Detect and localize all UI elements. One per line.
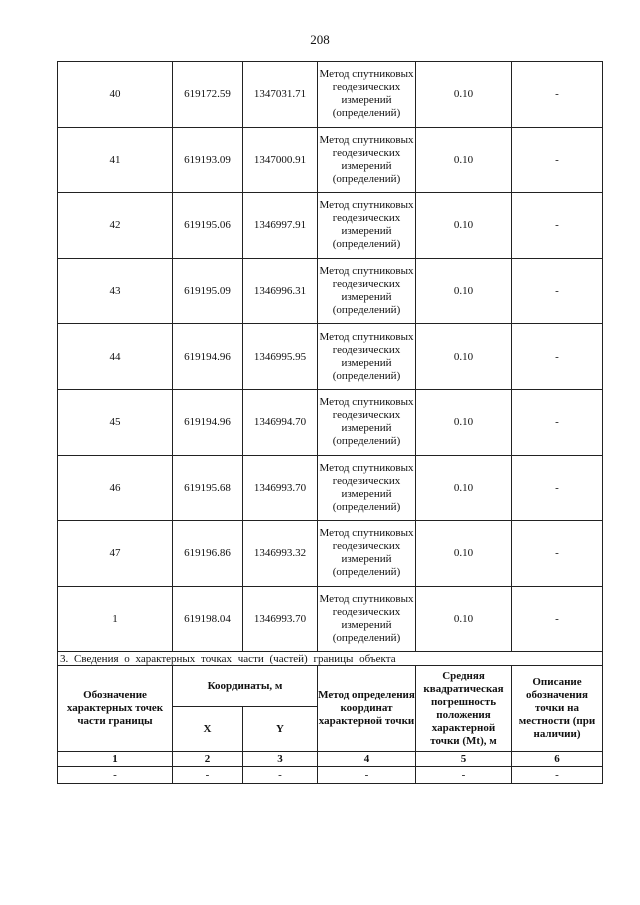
description-cell: - — [512, 586, 603, 652]
table-row — [58, 389, 603, 455]
accuracy-cell: 0.10 — [416, 324, 512, 390]
y-coordinate-cell: 1347031.71 — [243, 62, 318, 128]
point-id-cell: 47 — [58, 521, 173, 587]
method-cell: Метод спутниковых геодезических измерений (определений) — [318, 389, 416, 455]
y-coordinate-cell: 1347000.91 — [243, 127, 318, 193]
coordinates-table — [57, 61, 603, 784]
point-id-cell: 41 — [58, 127, 173, 193]
description-cell: - — [512, 455, 603, 521]
y-coordinate-cell: 1346993.70 — [243, 586, 318, 652]
empty-cell: - — [173, 767, 243, 784]
y-coordinate-cell: 1346997.91 — [243, 193, 318, 259]
x-coordinate-cell: 619194.96 — [173, 389, 243, 455]
description-cell: - — [512, 193, 603, 259]
header-x: X — [173, 707, 243, 752]
header-accuracy: Средняя квадратическая погрешность положения характерной точки (Mt), м — [416, 666, 512, 752]
x-coordinate-cell: 619193.09 — [173, 127, 243, 193]
section3-title-row — [58, 652, 603, 666]
accuracy-cell: 0.10 — [416, 586, 512, 652]
table-row — [58, 324, 603, 390]
accuracy-cell: 0.10 — [416, 455, 512, 521]
y-coordinate-cell: 1346994.70 — [243, 389, 318, 455]
method-cell: Метод спутниковых геодезических измерений (определений) — [318, 193, 416, 259]
header-coordinates: Координаты, м — [173, 666, 318, 707]
y-coordinate-cell: 1346993.32 — [243, 521, 318, 587]
x-coordinate-cell: 619195.06 — [173, 193, 243, 259]
header-designation: Обозначение характерных точек части границы — [58, 666, 173, 752]
method-cell: Метод спутниковых геодезических измерений (определений) — [318, 324, 416, 390]
column-number-row — [58, 752, 603, 767]
point-id-cell: 1 — [58, 586, 173, 652]
description-cell: - — [512, 127, 603, 193]
description-cell: - — [512, 389, 603, 455]
table-row — [58, 586, 603, 652]
header-description: Описание обозначения точки на местности (при наличии) — [512, 666, 603, 752]
header-y: Y — [243, 707, 318, 752]
column-number: 2 — [173, 752, 243, 767]
empty-cell: - — [243, 767, 318, 784]
empty-cell: - — [318, 767, 416, 784]
method-cell: Метод спутниковых геодезических измерений (определений) — [318, 586, 416, 652]
header-method: Метод определения координат характерной точки — [318, 666, 416, 752]
table-row — [58, 127, 603, 193]
x-coordinate-cell: 619172.59 — [173, 62, 243, 128]
empty-cell: - — [58, 767, 173, 784]
accuracy-cell: 0.10 — [416, 62, 512, 128]
points-table-body — [58, 62, 603, 652]
point-id-cell: 43 — [58, 258, 173, 324]
table-row — [58, 62, 603, 128]
accuracy-cell: 0.10 — [416, 258, 512, 324]
section3-title: 3. Сведения о характерных точках части (частей) границы объекта — [58, 652, 603, 666]
table-row — [58, 455, 603, 521]
section3-header-row — [58, 666, 603, 707]
accuracy-cell: 0.10 — [416, 521, 512, 587]
empty-cell: - — [416, 767, 512, 784]
accuracy-cell: 0.10 — [416, 127, 512, 193]
x-coordinate-cell: 619198.04 — [173, 586, 243, 652]
method-cell: Метод спутниковых геодезических измерений (определений) — [318, 258, 416, 324]
x-coordinate-cell: 619195.09 — [173, 258, 243, 324]
point-id-cell: 46 — [58, 455, 173, 521]
x-coordinate-cell: 619196.86 — [173, 521, 243, 587]
method-cell: Метод спутниковых геодезических измерений (определений) — [318, 521, 416, 587]
column-number: 5 — [416, 752, 512, 767]
description-cell: - — [512, 324, 603, 390]
table-row — [58, 258, 603, 324]
column-number: 4 — [318, 752, 416, 767]
method-cell: Метод спутниковых геодезических измерений (определений) — [318, 62, 416, 128]
empty-data-row — [58, 767, 603, 784]
description-cell: - — [512, 62, 603, 128]
point-id-cell: 40 — [58, 62, 173, 128]
y-coordinate-cell: 1346995.95 — [243, 324, 318, 390]
section3-block — [58, 652, 603, 784]
method-cell: Метод спутниковых геодезических измерений (определений) — [318, 127, 416, 193]
accuracy-cell: 0.10 — [416, 193, 512, 259]
y-coordinate-cell: 1346996.31 — [243, 258, 318, 324]
x-coordinate-cell: 619194.96 — [173, 324, 243, 390]
description-cell: - — [512, 258, 603, 324]
column-number: 6 — [512, 752, 603, 767]
empty-cell: - — [512, 767, 603, 784]
method-cell: Метод спутниковых геодезических измерений (определений) — [318, 455, 416, 521]
table-row — [58, 193, 603, 259]
accuracy-cell: 0.10 — [416, 389, 512, 455]
point-id-cell: 45 — [58, 389, 173, 455]
table-row — [58, 521, 603, 587]
y-coordinate-cell: 1346993.70 — [243, 455, 318, 521]
x-coordinate-cell: 619195.68 — [173, 455, 243, 521]
column-number: 3 — [243, 752, 318, 767]
column-number: 1 — [58, 752, 173, 767]
point-id-cell: 42 — [58, 193, 173, 259]
page-number: 208 — [310, 32, 330, 47]
point-id-cell: 44 — [58, 324, 173, 390]
description-cell: - — [512, 521, 603, 587]
